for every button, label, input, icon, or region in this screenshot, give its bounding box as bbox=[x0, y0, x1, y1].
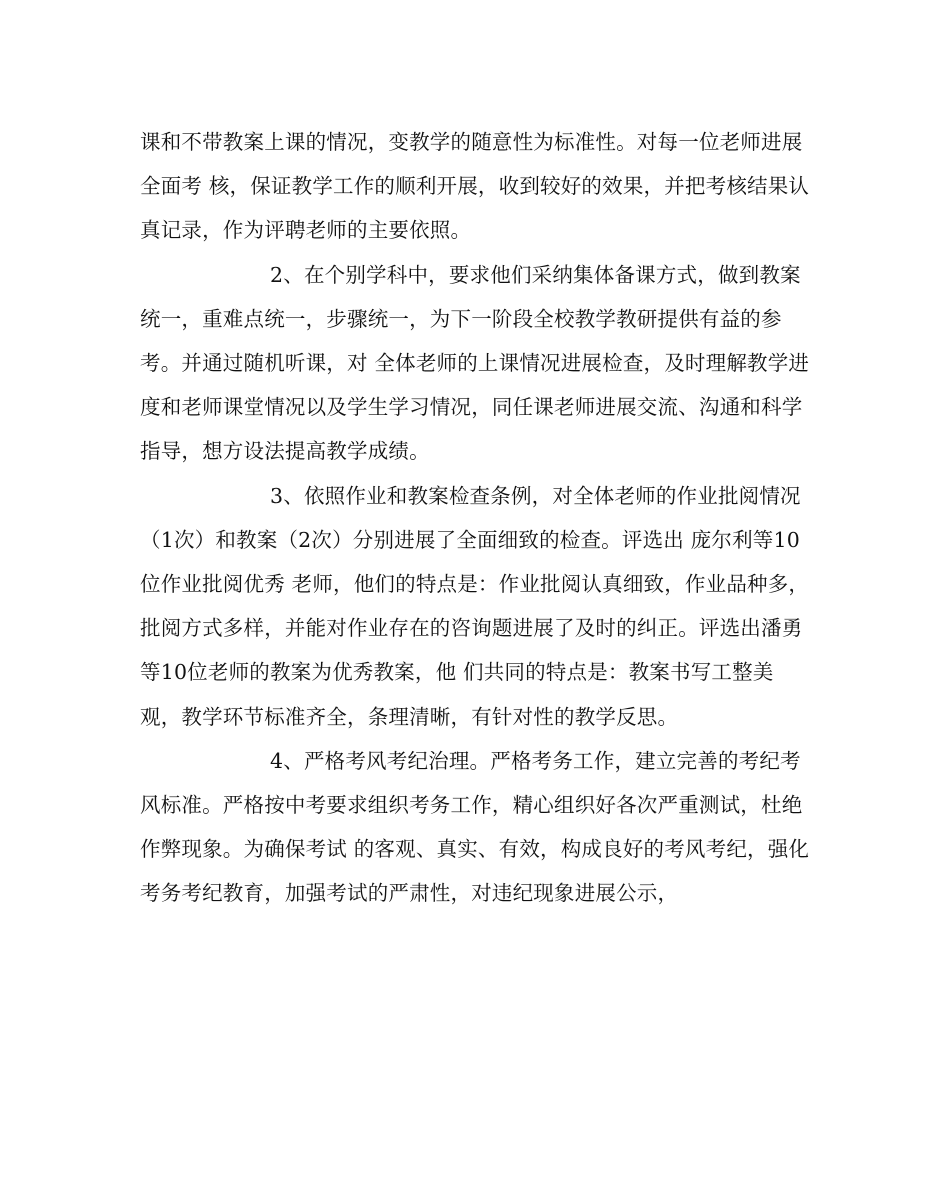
paragraph-4: 4、严格考风考纪治理。严格考务工作，建立完善的考纪考风标准。严格按中考要求组织考务工作，精心组织好各次严重测试，杜绝作弊现象。为确保考试 的客观、真实、有效，构成良好的考风考纪，强化考务考纪教育，加强考试的严肃性，对违纪现象进展公示， bbox=[140, 748, 810, 906]
paragraph-3: 3、依照作业和教案检查条例，对全体老师的作业批阅情况（1次）和教案（2次）分别进展了全面细致的检查。评选出 庞尔利等10 位作业批阅优秀 老师，他们的特点是：作业批阅认真细致，作业品种多，批阅方式多样，并能对作业存在的咨询题进展了及时的纠正。评选出潘勇等10位老师的教案为优秀教案，他 们共同的特点是：教案书写工整美观，教学环节标准齐全，条理清晰，有针对性的教学反思。 bbox=[140, 483, 810, 729]
paragraph-1: 课和不带教案上课的情况，变教学的随意性为标准性。对每一位老师进展全面考 核，保证教学工作的顺利开展，收到较好的效果，并把考核结果认真记录，作为评聘老师的主要依照。 bbox=[140, 130, 810, 243]
document-body bbox=[140, 120, 810, 916]
paragraph-2: 2、在个别学科中，要求他们采纳集体备课方式，做到教案统一，重难点统一，步骤统一，为下一阶段全校教学教研提供有益的参考。并通过随机听课，对 全体老师的上课情况进展检查，及时理解教学进度和老师课堂情况以及学生学习情况，同任课老师进展交流、沟通和科学指导，想方设法提高教学成绩。 bbox=[140, 262, 810, 464]
